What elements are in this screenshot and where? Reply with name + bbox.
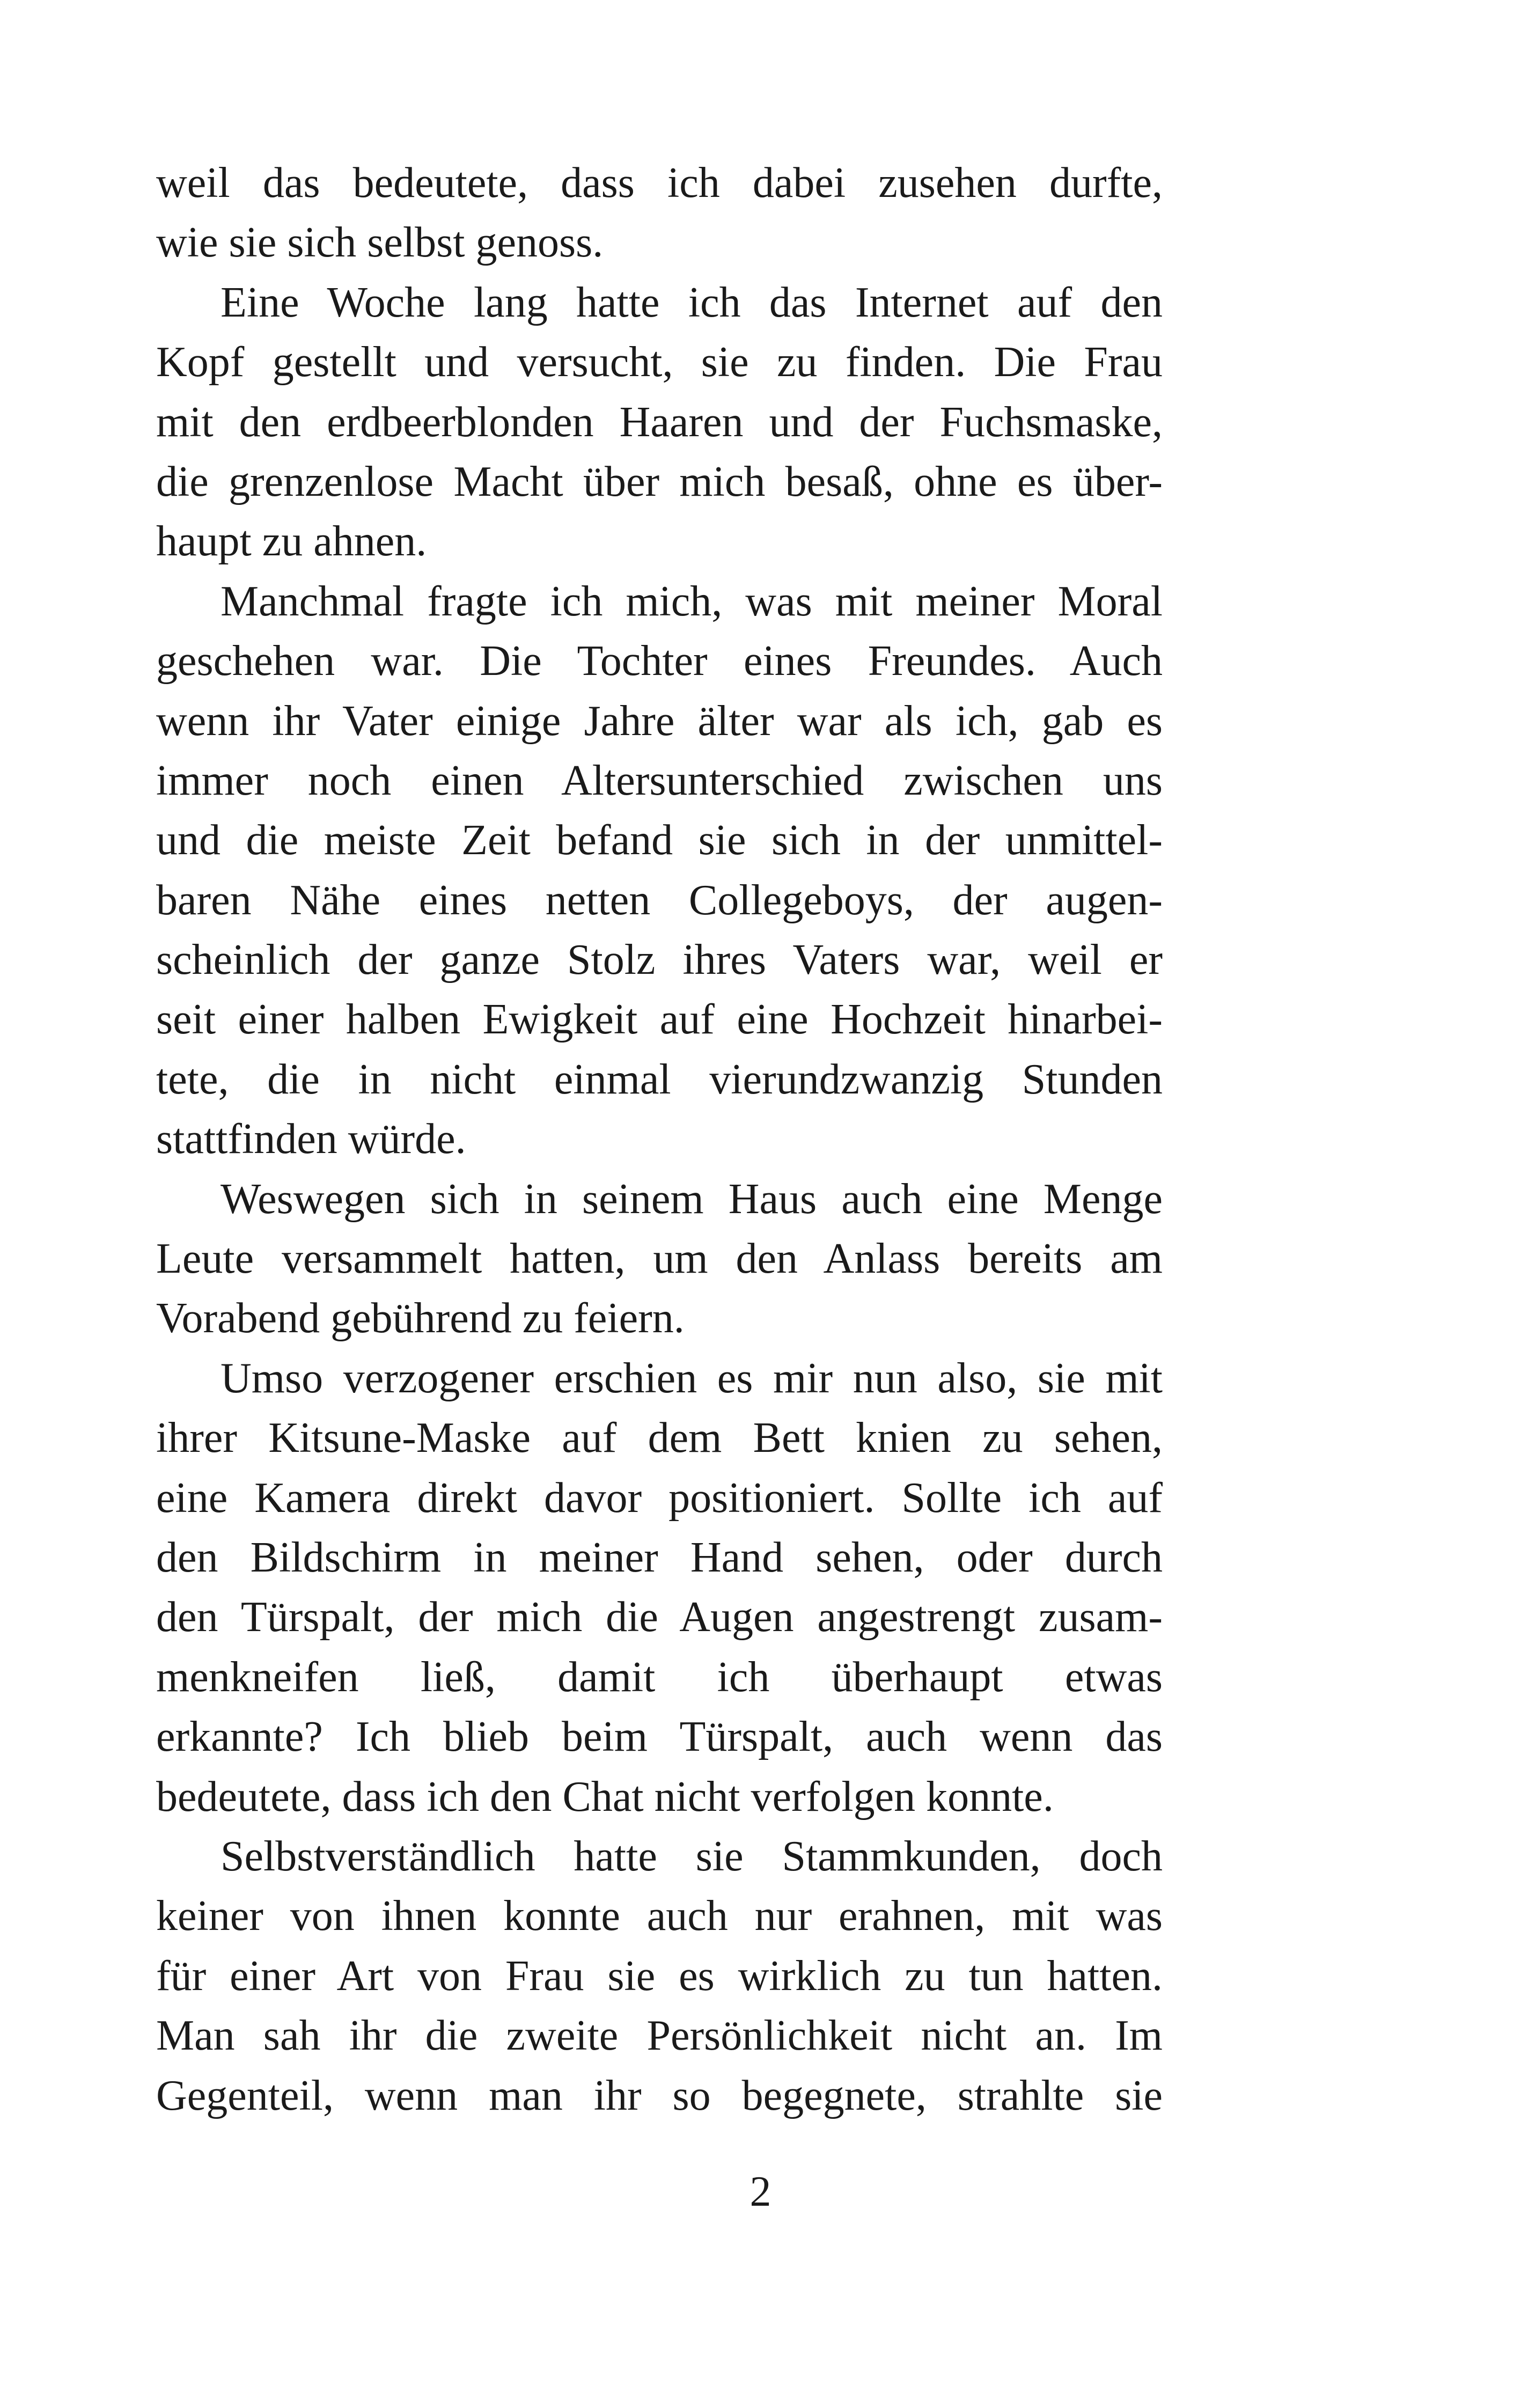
text-line: mit den erdbeerblonden Haaren und der Fuchsmaske,: [156, 398, 1163, 446]
paragraph: [156, 1827, 1163, 2126]
paragraph: [156, 1170, 1163, 1349]
page-number: 2: [750, 2168, 771, 2215]
paragraph: [156, 273, 1163, 572]
text-line: weil das bedeutete, dass ich dabei zusehen durfte,: [156, 159, 1163, 207]
text-line: wenn ihr Vater einige Jahre älter war als ich, gab es: [156, 697, 1163, 745]
text-line: den Bildschirm in meiner Hand sehen, oder durch: [156, 1533, 1163, 1581]
text-line: scheinlich der ganze Stolz ihres Vaters war, weil er: [156, 936, 1163, 984]
text-line: erkannte? Ich blieb beim Türspalt, auch wenn das: [156, 1713, 1163, 1761]
text-line: menkneifen ließ, damit ich überhaupt etwas: [156, 1653, 1163, 1701]
text-line: seit einer halben Ewigkeit auf eine Hochzeit hinarbei-: [156, 996, 1163, 1044]
text-line: Selbstverständlich hatte sie Stammkunden, doch: [221, 1832, 1163, 1880]
paragraph: [156, 153, 1163, 273]
text-line: für einer Art von Frau sie es wirklich zu tun hatten.: [156, 1952, 1163, 2000]
text-line: Leute versammelt hatten, um den Anlass bereits am: [156, 1235, 1163, 1283]
text-line: Manchmal fragte ich mich, was mit meiner Moral: [221, 577, 1163, 625]
text-line: stattfinden würde.: [156, 1115, 466, 1163]
page-body: [156, 153, 1163, 2126]
paragraph: [156, 572, 1163, 1170]
text-line: Man sah ihr die zweite Persönlichkeit nicht an. Im: [156, 2012, 1163, 2060]
text-line: Umso verzogener erschien es mir nun also, sie mit: [221, 1354, 1163, 1402]
text-line: eine Kamera direkt davor positioniert. Sollte ich auf: [156, 1474, 1163, 1522]
text-line: baren Nähe eines netten Collegeboys, der augen-: [156, 876, 1163, 924]
paragraph: [156, 1349, 1163, 1827]
text-line: den Türspalt, der mich die Augen angestrengt zusam-: [156, 1594, 1163, 1641]
text-line: keiner von ihnen konnte auch nur erahnen, mit was: [156, 1892, 1163, 1940]
text-line: Vorabend gebührend zu feiern.: [156, 1295, 685, 1342]
text-line: bedeutete, dass ich den Chat nicht verfolgen konnte.: [156, 1773, 1054, 1820]
text-line: Gegenteil, wenn man ihr so begegnete, strahlte sie: [156, 2072, 1163, 2119]
text-line: immer noch einen Altersunterschied zwischen uns: [156, 757, 1163, 804]
text-line: ihrer Kitsune-Maske auf dem Bett knien zu sehen,: [156, 1414, 1163, 1462]
text-line: und die meiste Zeit befand sie sich in der unmittel-: [156, 817, 1163, 864]
text-line: Kopf gestellt und versucht, sie zu finden. Die Frau: [156, 339, 1163, 386]
text-line: die grenzenlose Macht über mich besaß, ohne es über-: [156, 458, 1163, 505]
text-line: wie sie sich selbst genoss.: [156, 219, 604, 267]
text-line: tete, die in nicht einmal vierundzwanzig Stunden: [156, 1055, 1163, 1103]
text-line: haupt zu ahnen.: [156, 518, 427, 566]
text-line: Weswegen sich in seinem Haus auch eine Menge: [221, 1175, 1163, 1223]
text-line: Eine Woche lang hatte ich das Internet auf den: [221, 278, 1163, 326]
text-line: geschehen war. Die Tochter eines Freundes. Auch: [156, 637, 1163, 685]
